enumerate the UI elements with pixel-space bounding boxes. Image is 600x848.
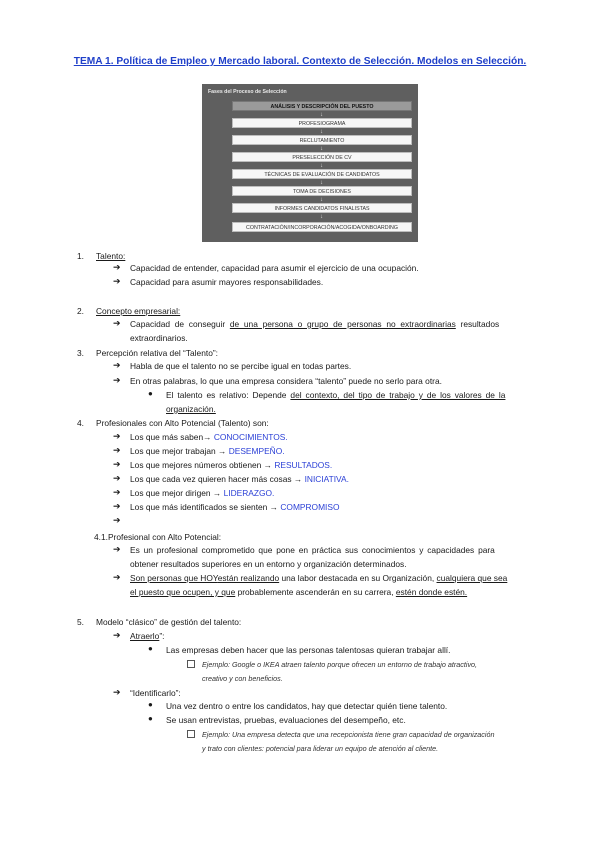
list-item: Capacidad para asumir mayores responsabilidades. <box>130 277 324 287</box>
section-number: 1. <box>77 251 84 261</box>
keyword: RESULTADOS. <box>274 460 333 470</box>
list-subitem <box>166 390 505 400</box>
selection-process-diagram <box>202 84 418 242</box>
text-span: el puesto que ocupen, y que <box>130 587 236 597</box>
diagram-step: CONTRATACIÓN/INCORPORACIÓN/ACOGIDA/ONBOARDING <box>232 222 412 232</box>
example-line: Ejemplo: Una empresa detecta que una recepcionista tiene gran capacidad de organización <box>202 730 495 739</box>
keyword: DESEMPEÑO. <box>228 446 285 456</box>
section-heading-concepto: Concepto empresarial: <box>96 306 181 316</box>
text-span: Los que mejor trabajan → <box>130 446 229 456</box>
diagram-step: TÉCNICAS DE EVALUACIÓN DE CANDIDATOS <box>232 169 412 179</box>
text-span: Capacidad de conseguir <box>130 319 230 329</box>
arrow-down-icon: ↓ <box>320 180 323 186</box>
arrow-right-icon: ➔ <box>113 262 121 272</box>
diagram-header: Fases del Proceso de Selección <box>208 89 287 95</box>
arrow-down-icon: ↓ <box>320 197 323 203</box>
list-subitem-continuation: organización. <box>166 404 216 414</box>
list-subitem: Se usan entrevistas, pruebas, evaluaciones del desempeño, etc. <box>166 715 406 725</box>
text-span: Son personas que HOY <box>130 573 218 583</box>
list-item: En otras palabras, lo que una empresa considera “talento” puede no serlo para otra. <box>130 376 442 386</box>
list-item <box>130 474 349 484</box>
arrow-right-icon: ➔ <box>113 487 121 497</box>
list-item: Habla de que el talento no se percibe igual en todas partes. <box>130 361 352 371</box>
arrow-right-icon: ➔ <box>113 459 121 469</box>
list-subitem: Una vez dentro o entre los candidatos, hay que detectar quién tiene talento. <box>166 701 448 711</box>
model-step-identify: “Identificarlo”: <box>130 688 181 698</box>
keyword: INICIATIVA. <box>304 474 349 484</box>
example-line: y trato con clientes: potencial para liderar un equipo de atención al cliente. <box>202 744 439 753</box>
text-span: Los que mejor dirigen → <box>130 488 224 498</box>
list-item: Capacidad de entender, capacidad para asumir el ejercicio de una ocupación. <box>130 263 419 273</box>
arrow-down-icon: ↓ <box>320 163 323 169</box>
text-span: Atraerlo <box>130 631 160 641</box>
section-heading-percepcion: Percepción relativa del “Talento”: <box>96 348 218 358</box>
arrow-right-icon: ➔ <box>113 318 121 328</box>
list-item <box>130 488 274 498</box>
bullet-icon: ● <box>148 700 153 709</box>
diagram-step: PROFESIOGRAMA <box>232 118 412 128</box>
section-number: 4. <box>77 418 84 428</box>
paragraph-line: Es un profesional comprometido que pone en práctica sus conocimientos y capacidades para <box>130 545 495 555</box>
text-span: cualquiera que sea <box>436 573 508 583</box>
list-item <box>130 319 499 329</box>
list-item-continuation: extraordinarios. <box>130 333 188 343</box>
text-span: Los que más identificados se sienten → <box>130 502 281 512</box>
arrow-down-icon: ↓ <box>320 129 323 135</box>
bullet-icon: ● <box>148 644 153 653</box>
section-heading-talento: Talento: <box>96 251 126 261</box>
section-heading-profesionales: Profesionales con Alto Potencial (Talento) son: <box>96 418 269 428</box>
section-number: 5. <box>77 617 84 627</box>
text-span: del contexto, del tipo de trabajo y de los valores de la <box>290 390 506 400</box>
arrow-right-icon: ➔ <box>113 276 121 286</box>
list-item <box>130 502 339 512</box>
section-number: 2. <box>77 306 84 316</box>
text-span: de una persona o grupo de personas no extraordinarias <box>229 319 456 329</box>
text-span: Los que cada vez quieren hacer más cosas → <box>130 474 305 484</box>
diagram-step: TOMA DE DECISIONES <box>232 186 412 196</box>
paragraph-line: obtener resultados superiores en un entorno y organización determinados. <box>130 559 407 569</box>
model-step-attract <box>130 631 164 641</box>
text-span: resultados <box>455 319 500 329</box>
arrow-right-icon: ➔ <box>113 375 121 385</box>
arrow-right-icon: ➔ <box>113 473 121 483</box>
list-item <box>130 446 285 456</box>
subsection-heading: 4.1.Profesional con Alto Potencial: <box>94 532 222 542</box>
diagram-step: ANÁLISIS Y DESCRIPCIÓN DEL PUESTO <box>232 101 412 111</box>
text-span: El talento es relativo: Depende <box>166 390 291 400</box>
arrow-down-icon: ↓ <box>320 214 323 220</box>
arrow-down-icon: ↓ <box>320 146 323 152</box>
bullet-icon: ● <box>148 389 153 398</box>
arrow-right-icon: ➔ <box>113 445 121 455</box>
text-span: ”: <box>159 631 165 641</box>
document-title: TEMA 1. Política de Empleo y Mercado laboral. Contexto de Selección. Modelos en Selección. <box>73 56 527 67</box>
diagram-step: PRESELECCIÓN DE CV <box>232 152 412 162</box>
text-span: probablemente ascenderán en su carrera, <box>235 587 396 597</box>
arrow-right-icon: ➔ <box>113 515 121 525</box>
arrow-right-icon: ➔ <box>113 687 121 697</box>
paragraph-line <box>130 587 467 597</box>
arrow-right-icon: ➔ <box>113 360 121 370</box>
text-span: una labor destacada en su Organización, <box>279 573 437 583</box>
arrow-right-icon: ➔ <box>113 501 121 511</box>
paragraph-line <box>130 573 507 583</box>
list-item <box>130 460 332 470</box>
text-span: Los que más saben→ <box>130 432 214 442</box>
list-subitem: Las empresas deben hacer que las personas talentosas quieran trabajar allí. <box>166 645 451 655</box>
section-heading-modelo: Modelo “clásico” de gestión del talento: <box>96 617 242 627</box>
arrow-right-icon: ➔ <box>113 544 121 554</box>
keyword: CONOCIMIENTOS. <box>213 432 288 442</box>
example-line: Ejemplo: Google o IKEA atraen talento porque ofrecen un entorno de trabajo atractivo, <box>202 660 478 669</box>
checkbox-icon <box>187 660 195 668</box>
section-number: 3. <box>77 348 84 358</box>
arrow-right-icon: ➔ <box>113 630 121 640</box>
arrow-down-icon: ↓ <box>320 112 323 118</box>
checkbox-icon <box>187 730 195 738</box>
text-span: están realizando <box>217 573 280 583</box>
diagram-step: INFORMES CANDIDATOS FINALISTAS <box>232 203 412 213</box>
bullet-icon: ● <box>148 714 153 723</box>
keyword: LIDERAZGO. <box>223 488 275 498</box>
arrow-right-icon: ➔ <box>113 572 121 582</box>
arrow-right-icon: ➔ <box>113 431 121 441</box>
text-span: estén donde estén. <box>395 587 468 597</box>
diagram-step: RECLUTAMIENTO <box>232 135 412 145</box>
keyword: COMPROMISO <box>280 502 340 512</box>
text-span: Los que mejores números obtienen → <box>130 460 275 470</box>
example-line: creativo y con beneficios. <box>202 674 283 683</box>
list-item <box>130 432 288 442</box>
